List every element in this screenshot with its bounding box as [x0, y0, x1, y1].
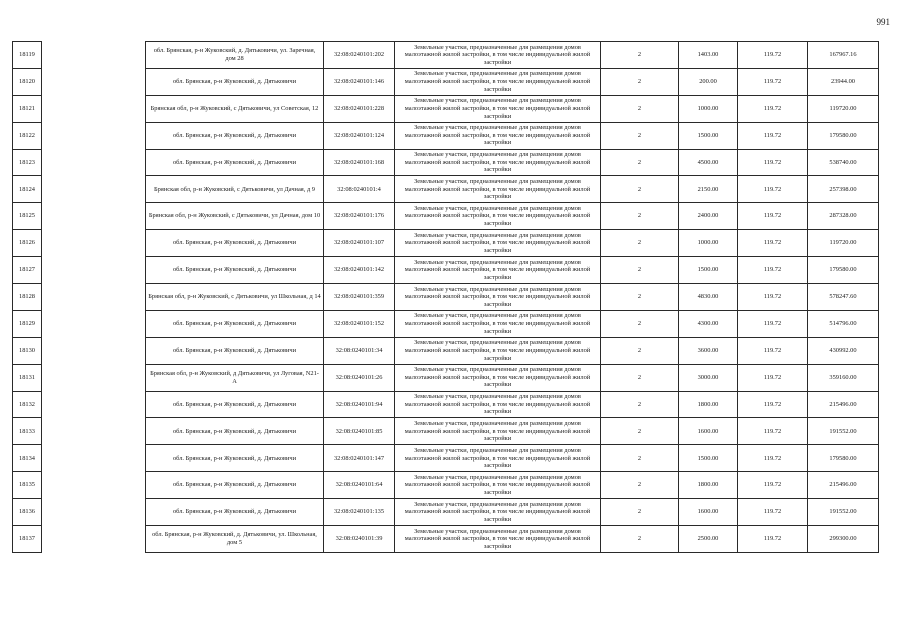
address-cell: обл. Брянская, р-н Жуковский, д. Дятьковичи — [146, 391, 324, 418]
land-use-cell: Земельные участки, предназначенные для размещения домов малоэтажной жилой застройки, в том числе индивидуальной жилой застройки — [395, 68, 601, 95]
row-number-cell: 18134 — [13, 445, 42, 472]
cadastral-number-cell: 32:08:0240101:107 — [324, 230, 395, 257]
address-cell: обл. Брянская, р-н Жуковский, д. Дятьковичи — [146, 68, 324, 95]
area-cell: 1500.00 — [679, 122, 738, 149]
land-use-cell: Земельные участки, предназначенные для размещения домов малоэтажной жилой застройки, в том числе индивидуальной жилой застройки — [395, 472, 601, 499]
table-row — [13, 95, 879, 122]
area-cell: 200.00 — [679, 68, 738, 95]
area-cell: 1800.00 — [679, 472, 738, 499]
address-cell: Брянская обл, р-н Жуковский, с Дятьковичи, ул Школьная, д 14 — [146, 284, 324, 311]
land-use-cell: Земельные участки, предназначенные для размещения домов малоэтажной жилой застройки, в том числе индивидуальной жилой застройки — [395, 257, 601, 284]
cadastral-value-cell: 538740.00 — [808, 149, 879, 176]
land-use-cell: Земельные участки, предназначенные для размещения домов малоэтажной жилой застройки, в том числе индивидуальной жилой застройки — [395, 284, 601, 311]
area-cell: 2500.00 — [679, 526, 738, 553]
land-use-cell: Земельные участки, предназначенные для размещения домов малоэтажной жилой застройки, в том числе индивидуальной жилой застройки — [395, 526, 601, 553]
table-row — [13, 122, 879, 149]
table-row — [13, 499, 879, 526]
area-cell: 1000.00 — [679, 95, 738, 122]
cadastral-number-cell: 32:08:0240101:202 — [324, 42, 395, 69]
category-cell: 2 — [601, 230, 679, 257]
table-row — [13, 526, 879, 553]
empty-cell — [42, 176, 146, 203]
empty-cell — [42, 364, 146, 391]
area-cell: 1500.00 — [679, 257, 738, 284]
cadastral-value-cell: 287328.00 — [808, 203, 879, 230]
row-number-cell: 18128 — [13, 284, 42, 311]
cadastral-value-cell: 179580.00 — [808, 445, 879, 472]
area-cell: 2400.00 — [679, 203, 738, 230]
address-cell: обл. Брянская, р-н Жуковский, д. Дятьковичи — [146, 230, 324, 257]
cadastral-number-cell: 32:08:0240101:142 — [324, 257, 395, 284]
cadastral-value-cell: 359160.00 — [808, 364, 879, 391]
rate-cell: 119.72 — [738, 391, 808, 418]
rate-cell: 119.72 — [738, 526, 808, 553]
address-cell: обл. Брянская, р-н Жуковский, д. Дятьковичи — [146, 122, 324, 149]
row-number-cell: 18131 — [13, 364, 42, 391]
area-cell: 1800.00 — [679, 391, 738, 418]
row-number-cell: 18133 — [13, 418, 42, 445]
address-cell: обл. Брянская, р-н Жуковский, д. Дятьковичи — [146, 310, 324, 337]
land-use-cell: Земельные участки, предназначенные для размещения домов малоэтажной жилой застройки, в том числе индивидуальной жилой застройки — [395, 230, 601, 257]
area-cell: 1600.00 — [679, 418, 738, 445]
category-cell: 2 — [601, 472, 679, 499]
rate-cell: 119.72 — [738, 284, 808, 311]
rate-cell: 119.72 — [738, 499, 808, 526]
row-number-cell: 18127 — [13, 257, 42, 284]
address-cell: Брянская обл, р-н Жуковский, с Дятьковичи, ул Советская, 12 — [146, 95, 324, 122]
row-number-cell: 18119 — [13, 42, 42, 69]
row-number-cell: 18121 — [13, 95, 42, 122]
land-use-cell: Земельные участки, предназначенные для размещения домов малоэтажной жилой застройки, в том числе индивидуальной жилой застройки — [395, 499, 601, 526]
land-use-cell: Земельные участки, предназначенные для размещения домов малоэтажной жилой застройки, в том числе индивидуальной жилой застройки — [395, 337, 601, 364]
empty-cell — [42, 203, 146, 230]
cadastral-value-cell: 119720.00 — [808, 95, 879, 122]
cadastral-value-cell: 257398.00 — [808, 176, 879, 203]
empty-cell — [42, 418, 146, 445]
land-parcels-table — [12, 41, 879, 553]
empty-cell — [42, 149, 146, 176]
empty-cell — [42, 257, 146, 284]
empty-cell — [42, 499, 146, 526]
empty-cell — [42, 95, 146, 122]
empty-cell — [42, 391, 146, 418]
table-row — [13, 472, 879, 499]
land-use-cell: Земельные участки, предназначенные для размещения домов малоэтажной жилой застройки, в том числе индивидуальной жилой застройки — [395, 391, 601, 418]
table-row — [13, 203, 879, 230]
row-number-cell: 18132 — [13, 391, 42, 418]
cadastral-number-cell: 32:08:0240101:34 — [324, 337, 395, 364]
cadastral-value-cell: 23944.00 — [808, 68, 879, 95]
address-cell: обл. Брянская, р-н Жуковский, д. Дятьковичи — [146, 445, 324, 472]
address-cell: обл. Брянская, р-н Жуковский, д. Дятьковичи — [146, 499, 324, 526]
cadastral-value-cell: 167967.16 — [808, 42, 879, 69]
category-cell: 2 — [601, 364, 679, 391]
empty-cell — [42, 230, 146, 257]
empty-cell — [42, 284, 146, 311]
rate-cell: 119.72 — [738, 418, 808, 445]
category-cell: 2 — [601, 526, 679, 553]
cadastral-value-cell: 215496.00 — [808, 472, 879, 499]
empty-cell — [42, 122, 146, 149]
table-body — [13, 42, 879, 553]
category-cell: 2 — [601, 418, 679, 445]
area-cell: 1600.00 — [679, 499, 738, 526]
land-use-cell: Земельные участки, предназначенные для размещения домов малоэтажной жилой застройки, в том числе индивидуальной жилой застройки — [395, 176, 601, 203]
table-row — [13, 42, 879, 69]
address-cell: Брянская обл, р-н Жуковский, д Дятьковичи, ул Луговая, N21-А — [146, 364, 324, 391]
row-number-cell: 18125 — [13, 203, 42, 230]
empty-cell — [42, 310, 146, 337]
address-cell: обл. Брянская, р-н Жуковский, д. Дятьковичи, ул. Школьная, дом 5 — [146, 526, 324, 553]
land-use-cell: Земельные участки, предназначенные для размещения домов малоэтажной жилой застройки, в том числе индивидуальной жилой застройки — [395, 418, 601, 445]
address-cell: Брянская обл, р-н Жуковский, с Дятьковичи, ул Дачная, д 9 — [146, 176, 324, 203]
area-cell: 1500.00 — [679, 445, 738, 472]
table-row — [13, 230, 879, 257]
land-use-cell: Земельные участки, предназначенные для размещения домов малоэтажной жилой застройки, в том числе индивидуальной жилой застройки — [395, 95, 601, 122]
cadastral-value-cell: 514796.00 — [808, 310, 879, 337]
cadastral-value-cell: 299300.00 — [808, 526, 879, 553]
address-cell: обл. Брянская, р-н Жуковский, д. Дятьковичи — [146, 337, 324, 364]
rate-cell: 119.72 — [738, 149, 808, 176]
address-cell: обл. Брянская, р-н Жуковский, д. Дятьковичи, ул. Заречная, дом 28 — [146, 42, 324, 69]
table-row — [13, 176, 879, 203]
row-number-cell: 18120 — [13, 68, 42, 95]
category-cell: 2 — [601, 499, 679, 526]
land-use-cell: Земельные участки, предназначенные для размещения домов малоэтажной жилой застройки, в том числе индивидуальной жилой застройки — [395, 149, 601, 176]
cadastral-number-cell: 32:08:0240101:228 — [324, 95, 395, 122]
row-number-cell: 18136 — [13, 499, 42, 526]
cadastral-number-cell: 32:08:0240101:147 — [324, 445, 395, 472]
rate-cell: 119.72 — [738, 445, 808, 472]
cadastral-value-cell: 179580.00 — [808, 122, 879, 149]
rate-cell: 119.72 — [738, 230, 808, 257]
area-cell: 3000.00 — [679, 364, 738, 391]
rate-cell: 119.72 — [738, 203, 808, 230]
row-number-cell: 18123 — [13, 149, 42, 176]
page-number: 991 — [876, 17, 890, 27]
area-cell: 3600.00 — [679, 337, 738, 364]
address-cell: обл. Брянская, р-н Жуковский, д. Дятьковичи — [146, 418, 324, 445]
category-cell: 2 — [601, 176, 679, 203]
cadastral-number-cell: 32:08:0240101:152 — [324, 310, 395, 337]
category-cell: 2 — [601, 284, 679, 311]
cadastral-value-cell: 179580.00 — [808, 257, 879, 284]
rate-cell: 119.72 — [738, 68, 808, 95]
cadastral-value-cell: 578247.60 — [808, 284, 879, 311]
cadastral-number-cell: 32:08:0240101:124 — [324, 122, 395, 149]
empty-cell — [42, 337, 146, 364]
empty-cell — [42, 472, 146, 499]
category-cell: 2 — [601, 42, 679, 69]
category-cell: 2 — [601, 149, 679, 176]
cadastral-number-cell: 32:08:0240101:39 — [324, 526, 395, 553]
rate-cell: 119.72 — [738, 95, 808, 122]
table-row — [13, 445, 879, 472]
land-use-cell: Земельные участки, предназначенные для размещения домов малоэтажной жилой застройки, в том числе индивидуальной жилой застройки — [395, 364, 601, 391]
table-row — [13, 149, 879, 176]
table-row — [13, 364, 879, 391]
land-use-cell: Земельные участки, предназначенные для размещения домов малоэтажной жилой застройки, в том числе индивидуальной жилой застройки — [395, 310, 601, 337]
empty-cell — [42, 526, 146, 553]
cadastral-number-cell: 32:08:0240101:176 — [324, 203, 395, 230]
rate-cell: 119.72 — [738, 364, 808, 391]
row-number-cell: 18130 — [13, 337, 42, 364]
cadastral-number-cell: 32:08:0240101:64 — [324, 472, 395, 499]
land-use-cell: Земельные участки, предназначенные для размещения домов малоэтажной жилой застройки, в том числе индивидуальной жилой застройки — [395, 122, 601, 149]
address-cell: обл. Брянская, р-н Жуковский, д. Дятьковичи — [146, 149, 324, 176]
row-number-cell: 18122 — [13, 122, 42, 149]
area-cell: 1000.00 — [679, 230, 738, 257]
rate-cell: 119.72 — [738, 257, 808, 284]
table-row — [13, 257, 879, 284]
address-cell: обл. Брянская, р-н Жуковский, д. Дятьковичи — [146, 257, 324, 284]
row-number-cell: 18135 — [13, 472, 42, 499]
table-row — [13, 284, 879, 311]
table-row — [13, 68, 879, 95]
row-number-cell: 18124 — [13, 176, 42, 203]
area-cell: 4500.00 — [679, 149, 738, 176]
area-cell: 4830.00 — [679, 284, 738, 311]
cadastral-value-cell: 215496.00 — [808, 391, 879, 418]
category-cell: 2 — [601, 391, 679, 418]
category-cell: 2 — [601, 310, 679, 337]
cadastral-number-cell: 32:08:0240101:85 — [324, 418, 395, 445]
cadastral-number-cell: 32:08:0240101:94 — [324, 391, 395, 418]
area-cell: 4300.00 — [679, 310, 738, 337]
cadastral-value-cell: 191552.00 — [808, 499, 879, 526]
rate-cell: 119.72 — [738, 472, 808, 499]
cadastral-number-cell: 32:08:0240101:26 — [324, 364, 395, 391]
cadastral-value-cell: 191552.00 — [808, 418, 879, 445]
area-cell: 1403.00 — [679, 42, 738, 69]
category-cell: 2 — [601, 68, 679, 95]
cadastral-value-cell: 119720.00 — [808, 230, 879, 257]
rate-cell: 119.72 — [738, 337, 808, 364]
table-row — [13, 310, 879, 337]
address-cell: Брянская обл, р-н Жуковский, с Дятьковичи, ул Дачная, дом 10 — [146, 203, 324, 230]
area-cell: 2150.00 — [679, 176, 738, 203]
category-cell: 2 — [601, 337, 679, 364]
category-cell: 2 — [601, 95, 679, 122]
empty-cell — [42, 445, 146, 472]
cadastral-value-cell: 430992.00 — [808, 337, 879, 364]
empty-cell — [42, 68, 146, 95]
row-number-cell: 18129 — [13, 310, 42, 337]
table-row — [13, 391, 879, 418]
row-number-cell: 18126 — [13, 230, 42, 257]
row-number-cell: 18137 — [13, 526, 42, 553]
land-use-cell: Земельные участки, предназначенные для размещения домов малоэтажной жилой застройки, в том числе индивидуальной жилой застройки — [395, 445, 601, 472]
empty-cell — [42, 42, 146, 69]
address-cell: обл. Брянская, р-н Жуковский, д. Дятьковичи — [146, 472, 324, 499]
cadastral-number-cell: 32:08:0240101:168 — [324, 149, 395, 176]
cadastral-number-cell: 32:08:0240101:4 — [324, 176, 395, 203]
rate-cell: 119.72 — [738, 42, 808, 69]
cadastral-number-cell: 32:08:0240101:146 — [324, 68, 395, 95]
category-cell: 2 — [601, 445, 679, 472]
cadastral-number-cell: 32:08:0240101:359 — [324, 284, 395, 311]
cadastral-number-cell: 32:08:0240101:135 — [324, 499, 395, 526]
rate-cell: 119.72 — [738, 122, 808, 149]
table-row — [13, 337, 879, 364]
category-cell: 2 — [601, 257, 679, 284]
table-row — [13, 418, 879, 445]
land-use-cell: Земельные участки, предназначенные для размещения домов малоэтажной жилой застройки, в том числе индивидуальной жилой застройки — [395, 42, 601, 69]
rate-cell: 119.72 — [738, 310, 808, 337]
category-cell: 2 — [601, 122, 679, 149]
rate-cell: 119.72 — [738, 176, 808, 203]
category-cell: 2 — [601, 203, 679, 230]
land-use-cell: Земельные участки, предназначенные для размещения домов малоэтажной жилой застройки, в том числе индивидуальной жилой застройки — [395, 203, 601, 230]
